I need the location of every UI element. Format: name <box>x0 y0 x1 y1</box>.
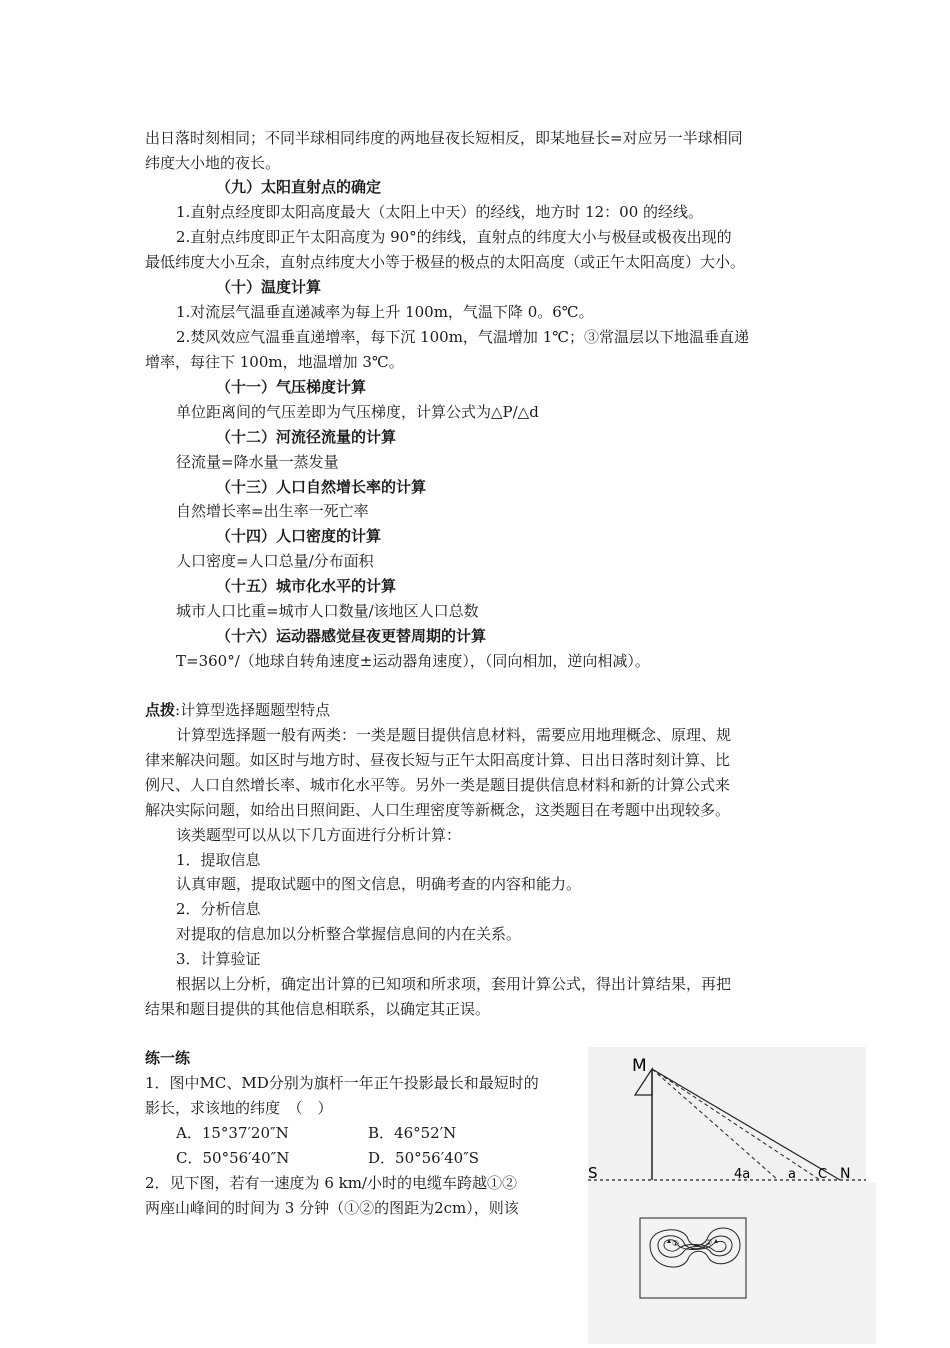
paragraph: 认真审题，提取试题中的图文信息，明确考查的内容和能力。 <box>176 875 582 893</box>
question-2-line-2: 两座山峰间的时间为 3 分钟（①②的图距为2cm），则该 <box>145 1199 519 1217</box>
flagpole-diagram <box>588 1047 866 1183</box>
tip-label: 点拨 <box>145 701 176 719</box>
practice-heading: 练一练 <box>145 1049 191 1067</box>
peak-1-label: ① <box>672 1239 680 1248</box>
paragraph: 自然增长率=出生率一死亡率 <box>176 502 369 520</box>
section-heading-16: （十六）运动器感觉昼夜更替周期的计算 <box>216 627 487 645</box>
long-shadow-ray <box>652 1069 840 1180</box>
section-heading-14: （十四）人口密度的计算 <box>216 527 382 545</box>
paragraph: 计算型选择题一般有两类：一类是题目提供信息材料，需要应用地理概念、原理、规 <box>176 726 732 744</box>
label-4a: 4a <box>734 1167 751 1182</box>
option-c: C．50°56′40″N <box>176 1149 290 1167</box>
paragraph: 结果和题目提供的其他信息相联系，以确定其正误。 <box>145 1000 491 1018</box>
flagpole-shadow-figure <box>588 1047 866 1183</box>
paragraph: 径流量=降水量一蒸发量 <box>176 453 339 471</box>
section-heading-12: （十二）河流径流量的计算 <box>216 428 397 446</box>
contour-map-figure <box>588 1183 876 1344</box>
section-heading-10: （十）温度计算 <box>216 278 322 296</box>
outer-contour <box>650 1228 740 1267</box>
intro-line-1: 出日落时刻相同；不同半球相同纬度的两地昼夜长短相反，即某地昼长=对应另一半球相同 <box>145 129 743 147</box>
map-frame <box>640 1218 746 1298</box>
contour-map <box>588 1183 876 1344</box>
paragraph: 1.对流层气温垂直递减率为每上升 100m，气温下降 0。6℃。 <box>176 303 594 321</box>
intro-line-2: 纬度大小地的夜长。 <box>145 154 281 172</box>
option-a: A．15°37′20″N <box>176 1124 289 1142</box>
option-d: D．50°56′40″S <box>368 1149 480 1167</box>
tip-title-text: :计算型选择题题型特点 <box>175 701 331 719</box>
peak-2-marker <box>714 1239 718 1243</box>
paragraph: 人口密度=人口总量/分布面积 <box>176 552 374 570</box>
paragraph: 例尺、人口自然增长率、城市化水平等。另外一类是题目提供信息材料和新的计算公式来 <box>145 776 731 794</box>
section-heading-15: （十五）城市化水平的计算 <box>216 577 397 595</box>
label-n: N <box>840 1166 851 1182</box>
paragraph: 根据以上分析，确定出计算的已知项和所求项，套用计算公式，得出计算结果，再把 <box>176 975 732 993</box>
short-shadow-ray <box>652 1069 778 1180</box>
label-m: M <box>632 1056 647 1076</box>
paragraph: 单位距离间的气压差即为气压梯度，计算公式为△P/△d <box>176 403 539 421</box>
paragraph: 解决实际问题，如给出日照间距、人口生理密度等新概念，这类题目在考题中出现较多。 <box>145 801 731 819</box>
question-2-line-1: 2．见下图，若有一速度为 6 km/小时的电缆车跨越①② <box>145 1174 517 1192</box>
section-heading-13: （十三）人口自然增长率的计算 <box>216 478 427 496</box>
label-s: S <box>588 1164 598 1182</box>
step-heading-2: 2．分析信息 <box>176 900 261 918</box>
paragraph: 对提取的信息加以分析整合掌握信息间的内在关系。 <box>176 925 522 943</box>
step-heading-1: 1．提取信息 <box>176 851 261 869</box>
label-c: C <box>818 1167 828 1182</box>
paragraph: 律来解决问题。如区时与地方时、昼夜长短与正午太阳高度计算、日出日落时刻计算、比 <box>145 751 731 769</box>
peak-2-label: ② <box>705 1238 713 1247</box>
question-1-line-2: 影长，求该地的纬度 （ ） <box>145 1099 333 1117</box>
option-b: B．46°52′N <box>368 1124 457 1142</box>
tip-title <box>145 700 330 720</box>
paragraph: T=360°/（地球自转角速度±运动器角速度），（同向相加，逆向相减）。 <box>176 652 650 670</box>
paragraph: 最低纬度大小互余，直射点纬度大小等于极昼的极点的太阳高度（或正午太阳高度）大小。 <box>145 253 746 271</box>
question-1-line-1: 1．图中MC、MD分别为旗杆一年正午投影最长和最短时的 <box>145 1074 539 1092</box>
paragraph: 增率，每往下 100m，地温增加 3℃。 <box>145 353 404 371</box>
section-heading-11: （十一）气压梯度计算 <box>216 378 367 396</box>
paragraph: 2.直射点纬度即正午太阳高度为 90°的纬线，直射点的纬度大小与极昼或极夜出现的 <box>176 228 732 246</box>
middle-contour <box>658 1236 732 1258</box>
paragraph: 该类题型可以从以下几方面进行分析计算： <box>176 826 462 844</box>
section-heading-9: （九）太阳直射点的确定 <box>216 178 382 196</box>
paragraph: 城市人口比重=城市人口数量/该地区人口总数 <box>176 602 479 620</box>
paragraph: 2.焚风效应气温垂直递增率，每下沉 100m，气温增加 1℃；③常温层以下地温垂直递 <box>176 328 750 346</box>
mid-shadow-ray <box>652 1069 820 1180</box>
label-a: a <box>788 1167 796 1182</box>
paragraph: 1.直射点经度即太阳高度最大（太阳上中天）的经线，地方时 12：00 的经线。 <box>176 203 704 221</box>
step-heading-3: 3．计算验证 <box>176 950 261 968</box>
